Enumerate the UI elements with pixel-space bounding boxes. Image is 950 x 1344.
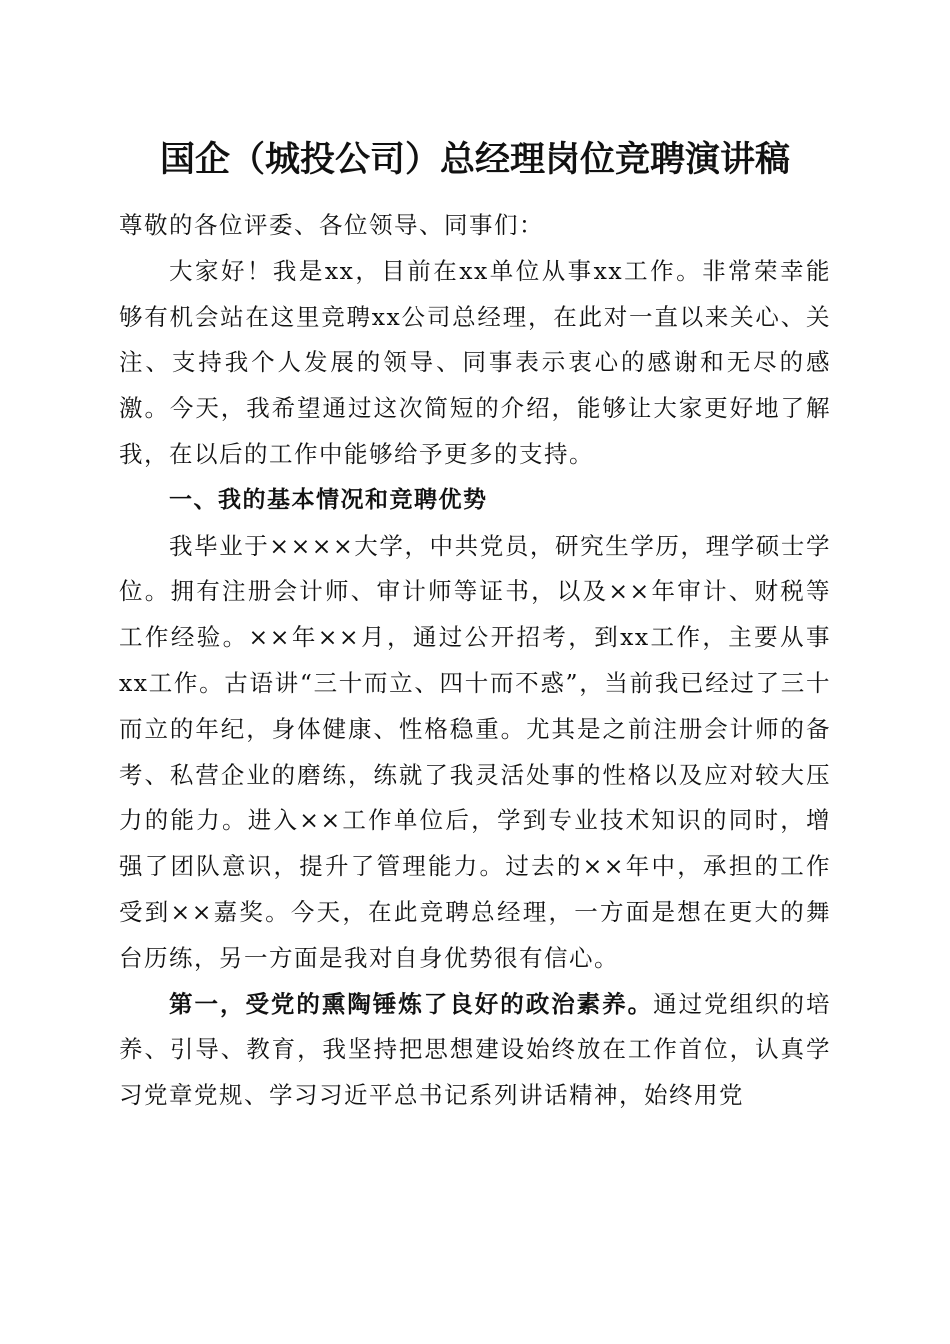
document-body [119, 203, 831, 1119]
background-paragraph: 我毕业于××××大学，中共党员，研究生学历，理学硕士学位。拥有注册会计师、审计师等证书，以及××年审计、财税等工作经验。××年××月，通过公开招考，到xx工作，主要从事xx工作。古语讲“三十而立、四十而不惑”，当前我已经过了三十而立的年纪，身体健康、性格稳重。尤其是之前注册会计师的备考、私营企业的磨练，练就了我灵活处事的性格以及应对较大压力的能力。进入××工作单位后，学到专业技术知识的同时，增强了团队意识，提升了管理能力。过去的××年中，承担的工作受到××嘉奖。今天，在此竞聘总经理，一方面是想在更大的舞台历练，另一方面是我对自身优势很有信心。 [119, 531, 831, 972]
salutation: 尊敬的各位评委、各位领导、同事们： [119, 211, 544, 239]
intro-paragraph: 大家好！我是xx，目前在xx单位从事xx工作。非常荣幸能够有机会站在这里竞聘xx公司总经理，在此对一直以来关心、关注、支持我个人发展的领导、同事表示衷心的感谢和无尽的感激。今天，我希望通过这次简短的介绍，能够让大家更好地了解我，在以后的工作中能够给予更多的支持。 [119, 256, 831, 468]
point-one-body: 通过党组织的培养、引导、教育，我坚持把思想建设始终放在工作首位，认真学习党章党规、学习习近平总书记系列讲话精神，始终用党 [119, 989, 832, 1110]
section-heading: 一、我的基本情况和竞聘优势 [169, 486, 488, 513]
document-title: 国企（城投公司）总经理岗位竞聘演讲稿 [159, 139, 790, 180]
point-one-paragraph [119, 982, 831, 1119]
point-one-lead: 第一，受党的熏陶锤炼了良好的政治素养。 [169, 989, 654, 1018]
